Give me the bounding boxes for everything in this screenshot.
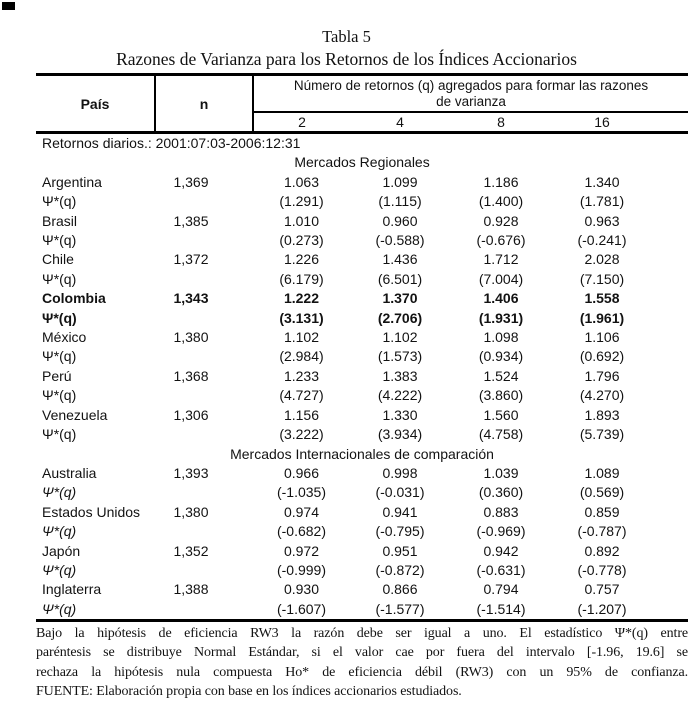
stat-label-cell: Ψ*(q) bbox=[42, 561, 77, 578]
table-title: Razones de Varianza para los Retornos de los Índices Accionarios bbox=[116, 49, 577, 69]
value-cell-q8: 1.186 bbox=[483, 173, 519, 190]
value-cell-q2: 1.063 bbox=[283, 173, 320, 190]
stat-row-japon bbox=[36, 561, 688, 580]
value-cell-q8: 1.712 bbox=[483, 251, 519, 268]
filler-cell bbox=[652, 522, 688, 541]
value-cell-q16: 0.859 bbox=[584, 503, 620, 520]
column-header-q2: 2 bbox=[253, 112, 350, 133]
n-cell bbox=[155, 600, 253, 621]
country-cell: Australia bbox=[42, 464, 97, 481]
value-cell-q16: 1.558 bbox=[584, 290, 620, 307]
n-cell: 1,352 bbox=[173, 542, 209, 559]
country-row-inglaterra bbox=[36, 580, 688, 599]
country-cell: Inglaterra bbox=[42, 581, 102, 598]
value-cell-q8: 0.883 bbox=[483, 503, 519, 520]
stat-cell-q4: (-0.031) bbox=[375, 484, 425, 501]
n-cell: 1,343 bbox=[173, 290, 209, 307]
filler-cell bbox=[652, 192, 688, 211]
stat-row-colombia bbox=[36, 309, 688, 328]
stat-cell-q8: (3.860) bbox=[478, 387, 524, 404]
n-cell: 1,380 bbox=[173, 329, 209, 346]
stat-cell-q8: (-0.631) bbox=[476, 561, 526, 578]
country-row-colombia bbox=[36, 289, 688, 308]
value-cell-q4: 1.099 bbox=[382, 173, 418, 190]
n-cell bbox=[155, 386, 253, 405]
filler-cell bbox=[652, 483, 688, 502]
stat-cell-q4: (3.934) bbox=[377, 426, 423, 443]
n-cell bbox=[155, 309, 253, 328]
stat-row-inglaterra bbox=[36, 600, 688, 621]
column-header-q-group bbox=[253, 75, 688, 113]
stat-cell-q8: (-0.676) bbox=[476, 232, 526, 249]
n-cell bbox=[155, 347, 253, 366]
value-cell-q2: 1.156 bbox=[283, 406, 320, 423]
stat-row-peru bbox=[36, 386, 688, 405]
value-cell-q2: 1.102 bbox=[283, 329, 320, 346]
column-header-q4: 4 bbox=[350, 112, 450, 133]
filler-cell bbox=[652, 347, 688, 366]
stat-cell-q16: (-0.778) bbox=[577, 561, 627, 578]
country-row-chile bbox=[36, 250, 688, 269]
country-cell: Japón bbox=[42, 542, 81, 559]
filler-cell bbox=[652, 250, 688, 269]
stat-label-cell: Ψ*(q) bbox=[42, 232, 77, 249]
stat-cell-q4: (-0.872) bbox=[375, 561, 425, 578]
stat-cell-q2: (1.291) bbox=[279, 193, 324, 210]
country-cell: Chile bbox=[42, 251, 74, 268]
n-cell: 1,306 bbox=[173, 406, 209, 423]
filler-cell bbox=[652, 542, 688, 561]
value-cell-q16: 0.757 bbox=[584, 581, 620, 598]
value-cell-q16: 1.893 bbox=[584, 406, 620, 423]
column-header-filler bbox=[652, 112, 688, 133]
stat-cell-q2: (3.131) bbox=[279, 309, 324, 326]
filler-cell bbox=[652, 503, 688, 522]
value-cell-q2: 0.974 bbox=[283, 503, 320, 520]
n-cell: 1,393 bbox=[173, 464, 209, 481]
stat-cell-q16: (-0.241) bbox=[577, 232, 627, 249]
n-cell: 1,368 bbox=[173, 367, 209, 384]
variance-ratio-table bbox=[36, 73, 688, 622]
stat-cell-q16: (-0.787) bbox=[577, 523, 627, 540]
value-cell-q4: 1.330 bbox=[382, 406, 418, 423]
filler-cell bbox=[652, 367, 688, 386]
column-header-q16: 16 bbox=[552, 112, 652, 133]
stat-label-cell: Ψ*(q) bbox=[42, 523, 77, 540]
filler-cell bbox=[652, 309, 688, 328]
stat-cell-q2: (-1.607) bbox=[276, 600, 327, 617]
filler-cell bbox=[652, 561, 688, 580]
n-cell bbox=[155, 561, 253, 580]
stat-cell-q16: (1.961) bbox=[579, 309, 625, 326]
value-cell-q4: 1.370 bbox=[382, 290, 418, 307]
stat-label-cell: Ψ*(q) bbox=[42, 348, 77, 365]
stat-cell-q4: (-0.588) bbox=[375, 232, 425, 249]
stat-label-cell: Ψ*(q) bbox=[42, 600, 77, 617]
value-cell-q8: 1.524 bbox=[483, 367, 519, 384]
stat-cell-q2: (-0.682) bbox=[276, 523, 327, 540]
footnote-line-2: paréntesis se distribuye Normal Estándar, si el valor cae por fuera del intervalo [-1.96, 19.6] se bbox=[36, 645, 688, 661]
stat-label-cell: Ψ*(q) bbox=[42, 484, 77, 501]
filler-cell bbox=[652, 289, 688, 308]
stat-cell-q8: (7.004) bbox=[478, 270, 524, 287]
filler-cell bbox=[652, 328, 688, 347]
country-cell: Argentina bbox=[42, 173, 102, 190]
stat-cell-q16: (5.739) bbox=[579, 426, 625, 443]
value-cell-q4: 0.866 bbox=[382, 581, 418, 598]
section-row-regional bbox=[36, 153, 688, 172]
value-cell-q8: 0.794 bbox=[483, 581, 519, 598]
value-cell-q2: 0.966 bbox=[283, 464, 320, 481]
stat-cell-q4: (4.222) bbox=[377, 387, 423, 404]
n-cell: 1,380 bbox=[173, 503, 209, 520]
stat-cell-q4: (1.573) bbox=[377, 348, 423, 365]
value-cell-q16: 0.892 bbox=[584, 542, 620, 559]
stat-cell-q16: (0.569) bbox=[579, 484, 625, 501]
stat-row-estados-unidos bbox=[36, 522, 688, 541]
filler-cell bbox=[652, 231, 688, 250]
value-cell-q16: 1.106 bbox=[584, 329, 620, 346]
section-row-internacional bbox=[36, 445, 688, 464]
n-cell bbox=[155, 192, 253, 211]
country-row-japon bbox=[36, 542, 688, 561]
section-label: Mercados Regionales bbox=[294, 154, 430, 171]
country-row-peru bbox=[36, 367, 688, 386]
value-cell-q16: 1.089 bbox=[584, 464, 620, 481]
filler-cell bbox=[652, 580, 688, 599]
footnote-line-3: rechaza la hipótesis nula compuesta Ho* de eficiencia débil (RW3) con un 95% de confianza. bbox=[36, 664, 688, 680]
stat-row-chile bbox=[36, 270, 688, 289]
filler-cell bbox=[652, 270, 688, 289]
n-cell bbox=[155, 425, 253, 444]
stat-row-venezuela bbox=[36, 425, 688, 444]
q-group-label: Número de retornos (q) agregados para formar las razones de varianza bbox=[293, 78, 649, 109]
table-footnote bbox=[36, 624, 688, 701]
stat-cell-q8: (4.758) bbox=[478, 426, 524, 443]
value-cell-q16: 0.963 bbox=[584, 212, 620, 229]
value-cell-q8: 1.039 bbox=[483, 464, 519, 481]
stat-cell-q2: (3.222) bbox=[279, 426, 324, 443]
country-row-brasil bbox=[36, 212, 688, 231]
table-number-title: Tabla 5 bbox=[322, 27, 371, 46]
column-header-q8: 8 bbox=[450, 112, 552, 133]
value-cell-q16: 1.340 bbox=[584, 173, 620, 190]
value-cell-q8: 0.928 bbox=[483, 212, 519, 229]
stat-label-cell: Ψ*(q) bbox=[42, 270, 77, 287]
stat-row-australia bbox=[36, 483, 688, 502]
filler-cell bbox=[652, 386, 688, 405]
header-row-top bbox=[36, 75, 688, 113]
stat-label-cell: Ψ*(q) bbox=[42, 387, 77, 404]
period-label: Retornos diarios.: 2001:07:03-2006:12:31 bbox=[42, 135, 301, 151]
stat-cell-q16: (4.270) bbox=[579, 387, 625, 404]
filler-cell bbox=[652, 425, 688, 444]
country-cell: Brasil bbox=[42, 212, 78, 229]
stat-row-brasil bbox=[36, 231, 688, 250]
n-cell bbox=[155, 231, 253, 250]
n-cell: 1,369 bbox=[173, 173, 209, 190]
country-row-estados-unidos bbox=[36, 503, 688, 522]
stat-cell-q16: (7.150) bbox=[579, 270, 625, 287]
country-cell: Estados Unidos bbox=[42, 503, 141, 520]
stat-cell-q2: (-1.035) bbox=[276, 484, 327, 501]
n-cell: 1,385 bbox=[173, 212, 209, 229]
column-header-n: n bbox=[155, 75, 253, 133]
value-cell-q4: 0.951 bbox=[382, 542, 418, 559]
stat-cell-q16: (1.781) bbox=[579, 193, 625, 210]
stat-cell-q2: (4.727) bbox=[279, 387, 324, 404]
filler-cell bbox=[652, 464, 688, 483]
value-cell-q4: 0.998 bbox=[382, 464, 418, 481]
stat-cell-q8: (-0.969) bbox=[476, 523, 526, 540]
value-cell-q16: 1.796 bbox=[584, 367, 620, 384]
value-cell-q8: 0.942 bbox=[483, 542, 519, 559]
value-cell-q2: 1.010 bbox=[283, 212, 320, 229]
value-cell-q4: 1.102 bbox=[382, 329, 418, 346]
stat-row-argentina bbox=[36, 192, 688, 211]
value-cell-q8: 1.560 bbox=[483, 406, 519, 423]
stat-cell-q2: (6.179) bbox=[279, 270, 324, 287]
footnote-line-1: Bajo la hipótesis de eficiencia RW3 la razón debe ser igual a uno. El estadístico Ψ*(q) entre bbox=[36, 626, 688, 642]
stat-cell-q4: (1.115) bbox=[378, 193, 422, 210]
stat-label-cell: Ψ*(q) bbox=[42, 426, 77, 443]
stat-cell-q16: (-1.207) bbox=[577, 600, 627, 617]
value-cell-q2: 1.233 bbox=[283, 367, 320, 384]
stat-cell-q8: (-1.514) bbox=[476, 600, 526, 617]
value-cell-q16: 2.028 bbox=[584, 251, 620, 268]
stat-cell-q2: (-0.999) bbox=[276, 561, 327, 578]
value-cell-q4: 1.436 bbox=[382, 251, 418, 268]
country-row-argentina bbox=[36, 173, 688, 192]
country-row-mexico bbox=[36, 328, 688, 347]
country-cell: Colombia bbox=[42, 290, 106, 307]
stat-cell-q4: (2.706) bbox=[377, 309, 423, 326]
n-cell: 1,372 bbox=[173, 251, 209, 268]
stat-cell-q4: (-0.795) bbox=[375, 523, 425, 540]
stat-label-cell: Ψ*(q) bbox=[42, 309, 77, 326]
n-cell bbox=[155, 522, 253, 541]
value-cell-q2: 1.222 bbox=[283, 290, 320, 307]
value-cell-q4: 0.941 bbox=[382, 503, 418, 520]
stat-cell-q2: (0.273) bbox=[279, 232, 324, 249]
stat-cell-q4: (-1.577) bbox=[375, 600, 425, 617]
value-cell-q2: 0.972 bbox=[283, 542, 320, 559]
scan-artifact-mark bbox=[2, 2, 15, 10]
stat-cell-q2: (2.984) bbox=[279, 348, 324, 365]
n-cell: 1,388 bbox=[173, 581, 209, 598]
country-cell: Venezuela bbox=[42, 406, 108, 423]
country-cell: Perú bbox=[42, 367, 72, 384]
value-cell-q8: 1.098 bbox=[483, 329, 519, 346]
stat-label-cell: Ψ*(q) bbox=[42, 193, 77, 210]
filler-cell bbox=[652, 406, 688, 425]
section-label: Mercados Internacionales de comparación bbox=[230, 445, 494, 462]
stat-cell-q8: (0.360) bbox=[478, 484, 524, 501]
stat-cell-q8: (0.934) bbox=[478, 348, 524, 365]
n-cell bbox=[155, 270, 253, 289]
value-cell-q4: 1.383 bbox=[382, 367, 418, 384]
filler-cell bbox=[652, 173, 688, 192]
source-line: FUENTE: Elaboración propia con base en los índices accionarios estudiados. bbox=[36, 684, 462, 700]
value-cell-q4: 0.960 bbox=[382, 212, 418, 229]
filler-cell bbox=[652, 212, 688, 231]
period-row bbox=[36, 133, 688, 154]
stat-cell-q8: (1.400) bbox=[478, 193, 524, 210]
stat-cell-q8: (1.931) bbox=[478, 309, 524, 326]
column-header-country: País bbox=[36, 75, 155, 133]
country-row-australia bbox=[36, 464, 688, 483]
stat-row-mexico bbox=[36, 347, 688, 366]
value-cell-q2: 0.930 bbox=[283, 581, 320, 598]
filler-cell bbox=[652, 600, 688, 621]
country-row-venezuela bbox=[36, 406, 688, 425]
value-cell-q8: 1.406 bbox=[483, 290, 519, 307]
stat-cell-q16: (0.692) bbox=[579, 348, 625, 365]
value-cell-q2: 1.226 bbox=[283, 251, 320, 268]
country-cell: México bbox=[42, 329, 87, 346]
stat-cell-q4: (6.501) bbox=[377, 270, 423, 287]
n-cell bbox=[155, 483, 253, 502]
